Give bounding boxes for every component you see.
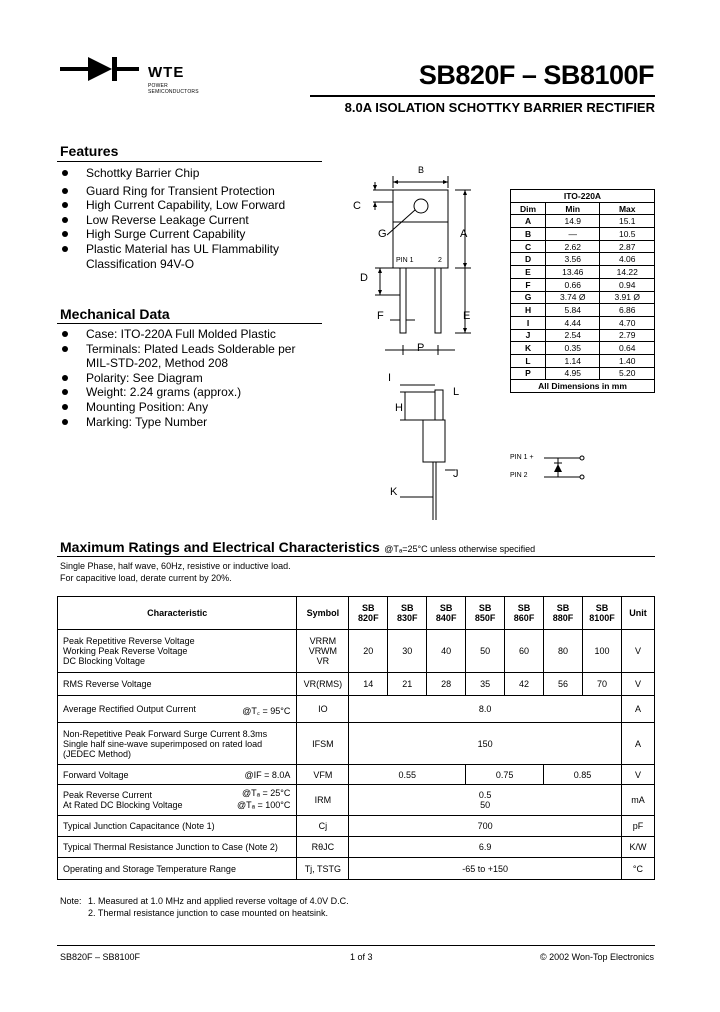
ratings-heading (60, 539, 535, 557)
list-item: Case: ITO-220A Full Molded Plastic (60, 327, 295, 342)
dim-table-footer: All Dimensions in mm (511, 380, 655, 393)
table-row: F 0.66 0.94 (511, 278, 655, 291)
features-list (60, 166, 285, 271)
logo-text: WTE (148, 64, 185, 81)
dim-label-k: K (390, 486, 398, 498)
features-heading: Features (60, 143, 119, 159)
note-label: Note: (60, 896, 82, 906)
col-part: SB 880F (544, 597, 583, 630)
logo-subtext: POWER SEMICONDUCTORS (148, 83, 199, 95)
col-part: SB 820F (349, 597, 388, 630)
list-item: Terminals: Plated Leads Solderable per (60, 342, 295, 357)
list-item: Low Reverse Leakage Current (60, 213, 285, 228)
table-row: D 3.56 4.06 (511, 253, 655, 266)
pin-schematic (510, 450, 620, 490)
dim-label-a: A (460, 228, 468, 240)
table-row: E 13.46 14.22 (511, 266, 655, 279)
table-row: A 14.9 15.1 (511, 215, 655, 228)
pin2-schematic-label: PIN 2 (510, 472, 528, 479)
dim-header: Dim (511, 202, 546, 215)
col-part: SB 8100F (582, 597, 621, 630)
ratings-condition: @Tₐ=25°C unless otherwise specified (384, 544, 536, 554)
list-item: Guard Ring for Transient Protection (60, 184, 285, 199)
list-item: MIL-STD-202, Method 208 (86, 356, 229, 371)
note-1: 1. Measured at 1.0 MHz and applied reverse voltage of 4.0V D.C. (88, 896, 349, 906)
list-item: Mounting Position: Any (60, 400, 295, 415)
package-outline-icon (345, 160, 505, 520)
list-item: High Surge Current Capability (60, 227, 285, 242)
table-row: Peak Reverse Current At Rated DC Blocking Voltage @Tₐ = 25°C @Tₐ = 100°C IRM 0.5 50 mA (58, 785, 655, 816)
table-row: Average Rectified Output Current @T꜀ = 95°C IO 8.0 A (58, 696, 655, 723)
ratings-title: Maximum Ratings and Electrical Characteristics (60, 539, 380, 555)
pin1-label: PIN 1 (396, 257, 414, 264)
dim-label-l: L (453, 386, 460, 398)
footer-rule (57, 945, 655, 946)
table-row: Operating and Storage Temperature Range Tj, TSTG -65 to +150 °C (58, 858, 655, 880)
features-rule (57, 161, 322, 162)
list-item: High Current Capability, Low Forward (60, 198, 285, 213)
table-row: Typical Thermal Resistance Junction to Case (Note 2) RθJC 6.9 K/W (58, 837, 655, 858)
dim-label-j: J (453, 468, 459, 480)
table-row: J 2.54 2.79 (511, 329, 655, 342)
diode-logo-icon (60, 54, 150, 84)
note-2: 2. Thermal resistance junction to case mounted on heatsink. (88, 908, 328, 918)
table-row: L 1.14 1.40 (511, 354, 655, 367)
table-row: G 3.74 Ø 3.91 Ø (511, 291, 655, 304)
dim-label-c: C (353, 200, 361, 212)
table-row: B — 10.5 (511, 228, 655, 241)
col-unit: Unit (621, 597, 654, 630)
dim-table-title: ITO-220A (511, 190, 655, 203)
col-part: SB 840F (427, 597, 466, 630)
dimensions-table (510, 189, 655, 393)
ratings-table (57, 596, 655, 880)
pin1-plus-label: PIN 1 + (510, 454, 534, 461)
table-row: I 4.44 4.70 (511, 316, 655, 329)
table-row: K 0.35 0.64 (511, 342, 655, 355)
ratings-rule (57, 556, 655, 557)
list-item: Polarity: See Diagram (60, 371, 295, 386)
footer-page: 1 of 3 (350, 952, 373, 962)
table-row: Forward Voltage @IF = 8.0A VFM 0.55 0.75 0.85 V (58, 765, 655, 785)
footer-copyright: © 2002 Won-Top Electronics (539, 952, 654, 962)
table-row: Non-Repetitive Peak Forward Surge Current 8.3ms Single half sine-wave superimposed on rated load (JEDEC Method) IFSM 150 A (58, 723, 655, 765)
list-item: Classification 94V-O (86, 256, 195, 271)
col-part: SB 850F (466, 597, 505, 630)
table-row: RMS Reverse Voltage VR(RMS) 14 21 28 35 42 56 70 V (58, 673, 655, 696)
mechanical-heading: Mechanical Data (60, 306, 170, 322)
col-symbol: Symbol (297, 597, 349, 630)
col-characteristic: Characteristic (58, 597, 297, 630)
dim-label-e: E (463, 310, 471, 322)
dim-label-h: H (395, 402, 403, 414)
dim-header: Max (600, 202, 655, 215)
list-item: Schottky Barrier Chip (60, 166, 285, 181)
table-row: Peak Repetitive Reverse Voltage Working Peak Reverse Voltage DC Blocking Voltage VRRM VRWM VR 20 30 40 50 60 80 100 V (58, 630, 655, 673)
title-rule (310, 95, 655, 97)
table-row: H 5.84 6.86 (511, 304, 655, 317)
page-subtitle: 8.0A ISOLATION SCHOTTKY BARRIER RECTIFIER (344, 100, 655, 115)
ratings-note-1: Single Phase, half wave, 60Hz, resistive or inductive load. (60, 561, 291, 571)
mechanical-rule (57, 323, 322, 324)
col-part: SB 830F (388, 597, 427, 630)
dim-label-p: P (417, 342, 425, 354)
table-row: Typical Junction Capacitance (Note 1) Cj 700 pF (58, 816, 655, 837)
pin2-label: 2 (438, 257, 442, 264)
dim-label-b: B (418, 165, 425, 175)
table-row: P 4.95 5.20 (511, 367, 655, 380)
dim-label-d: D (360, 272, 368, 284)
mechanical-list (60, 327, 295, 429)
ratings-note-2: For capacitive load, derate current by 20%. (60, 573, 232, 583)
dim-label-g: G (378, 228, 387, 240)
table-row: C 2.62 2.87 (511, 240, 655, 253)
dim-header: Min (546, 202, 600, 215)
page-title: SB820F – SB8100F (418, 60, 654, 90)
package-diagram (345, 160, 505, 520)
logo (60, 54, 210, 94)
dim-label-f: F (377, 310, 384, 322)
col-part: SB 860F (505, 597, 544, 630)
list-item: Weight: 2.24 grams (approx.) (60, 385, 295, 400)
list-item: Plastic Material has UL Flammability (60, 242, 285, 257)
dim-label-i: I (388, 372, 392, 384)
list-item: Marking: Type Number (60, 415, 295, 430)
footer-part: SB820F – SB8100F (60, 952, 141, 962)
